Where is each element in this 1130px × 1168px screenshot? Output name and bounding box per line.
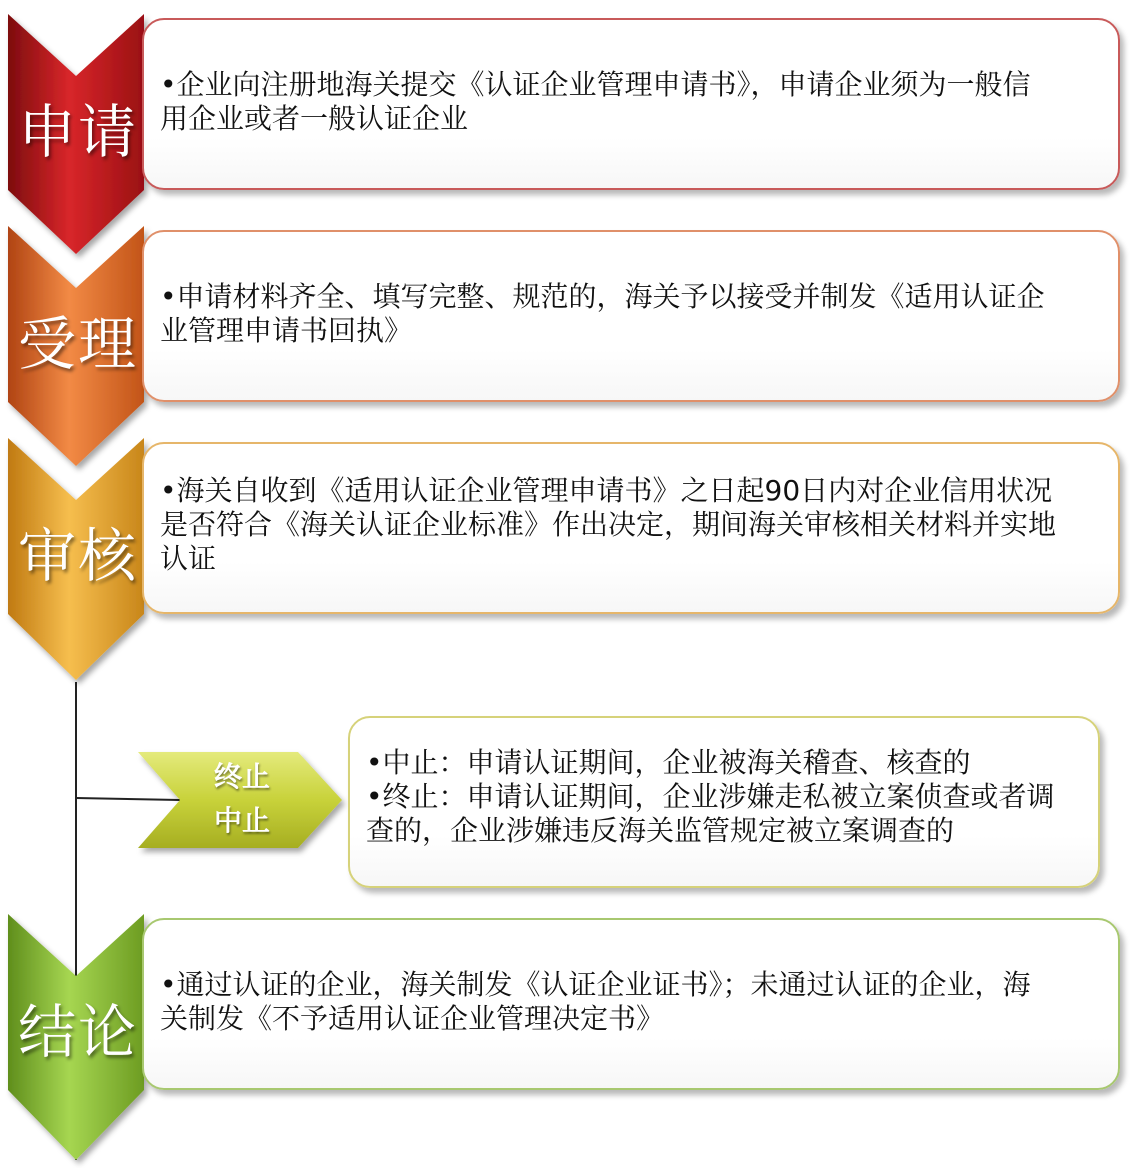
step-text-accept: •申请材料齐全、填写完整、规范的，海关予以接受并制发《适用认证企 业管理申请书回执》 [160, 280, 1045, 347]
step-text-review: •海关自收到《适用认证企业管理申请书》之日起90日内对企业信用状况 是否符合《海关认证企业标准》作出决定，期间海关审核相关材料并实地 认证 [160, 474, 1057, 575]
exception-label-terminate: 终止 [213, 760, 270, 793]
step-label-apply: 申请 [17, 98, 138, 166]
step-text-apply: •企业向注册地海关提交《认证企业管理申请书》，申请企业须为一般信 用企业或者一般认证企业 [160, 68, 1031, 135]
step-label-accept: 受理 [17, 310, 138, 378]
branch-connector-line [76, 798, 180, 800]
exception-label-suspend: 中止 [213, 804, 270, 837]
step-label-review: 审核 [17, 522, 138, 590]
step-text-conclusion: •通过认证的企业，海关制发《认证企业证书》；未通过认证的企业，海 关制发《不予适用认证企业管理决定书》 [160, 968, 1031, 1035]
step-label-conclusion: 结论 [17, 998, 138, 1066]
exception-text: •中止：申请认证期间，企业被海关稽查、核查的 •终止：申请认证期间，企业涉嫌走私被立案侦查或者调 查的，企业涉嫌违反海关监管规定被立案调查的 [366, 746, 1055, 847]
